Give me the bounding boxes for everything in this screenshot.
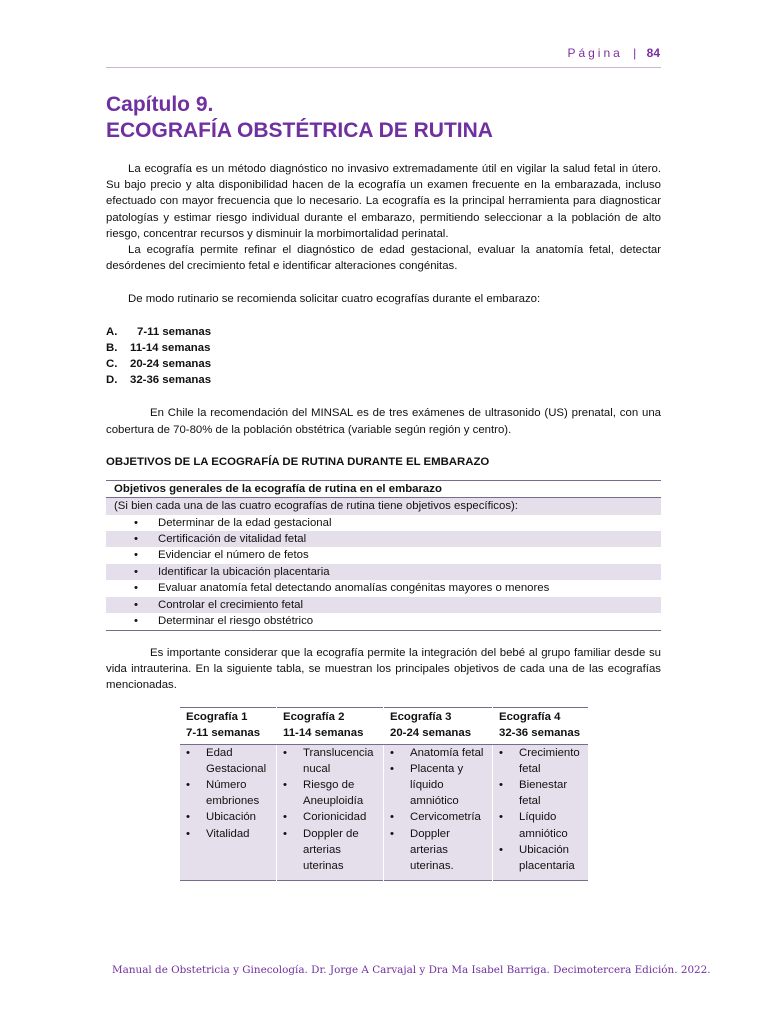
cell-text: Placenta y líquido amniótico	[410, 762, 464, 808]
objective-text: Certificación de vitalidad fetal	[158, 533, 307, 546]
list-item	[106, 324, 661, 340]
bullet: •	[186, 811, 190, 824]
list-item	[281, 745, 379, 777]
cell-text: Número embriones	[206, 778, 260, 808]
chapter-title: ECOGRAFÍA OBSTÉTRICA DE RUTINA	[106, 119, 493, 142]
bullet: •	[134, 516, 138, 529]
column-name: Ecografía 3	[390, 711, 452, 724]
list-text: 32-36 semanas	[130, 374, 212, 387]
paragraph-minsal: En Chile la recomendación del MINSAL es de tres exámenes de ultrasonido (US) prenatal, con una cobertura de 70-80% de la población obstétrica (variable según región y centro).	[106, 407, 661, 436]
bullet: •	[134, 533, 138, 546]
list-text: 20-24 semanas	[130, 358, 212, 371]
list-letter: B.	[106, 341, 118, 354]
objective-item	[106, 515, 661, 531]
objective-text: Controlar el crecimiento fetal	[158, 598, 303, 611]
column-header	[277, 708, 384, 744]
bullet: •	[283, 811, 287, 824]
objective-item	[106, 564, 661, 580]
paragraph-refine: La ecografía permite refinar el diagnóstico de edad gestacional, evaluar la anatomía fetal, detectar desórdenes del crecimiento fetal e identificar alteraciones congénitas.	[106, 244, 661, 273]
list-item	[184, 745, 272, 777]
list-item	[184, 809, 272, 825]
page-number: 84	[646, 46, 660, 60]
objectives-section-title: OBJETIVOS DE LA ECOGRAFÍA DE RUTINA DURANTE EL EMBARAZO	[106, 455, 490, 468]
bullet: •	[390, 746, 394, 759]
list-item	[497, 745, 584, 777]
table-cell	[277, 744, 384, 881]
objective-item	[106, 531, 661, 547]
cell-text: Cervicometría	[410, 811, 481, 824]
list-item	[388, 809, 488, 825]
table-cell	[180, 744, 277, 881]
bullet: •	[499, 778, 503, 791]
list-item	[388, 826, 488, 875]
objective-item	[106, 547, 661, 563]
cell-text: Vitalidad	[206, 827, 250, 840]
cell-text: Doppler arterias uterinas.	[410, 827, 454, 872]
cell-text: Líquido amniótico	[519, 811, 568, 840]
bullet: •	[186, 827, 190, 840]
list-text: 7-11 semanas	[137, 325, 212, 338]
column-weeks: 20-24 semanas	[390, 727, 472, 740]
bullet: •	[134, 615, 138, 628]
table-header-row	[180, 708, 588, 744]
objectives-box	[106, 480, 661, 631]
chapter-heading	[106, 92, 661, 144]
list-letter: C.	[106, 358, 118, 371]
column-header	[384, 708, 493, 744]
objectives-box-subtitle: (Si bien cada una de las cuatro ecografías de rutina tiene objetivos específicos):	[106, 498, 661, 514]
objective-text: Determinar el riesgo obstétrico	[158, 615, 314, 628]
list-item	[497, 842, 584, 874]
table-cell	[384, 744, 493, 881]
objective-text: Determinar de la edad gestacional	[158, 516, 332, 529]
objectives-box-title: Objetivos generales de la ecografía de rutina en el embarazo	[106, 481, 661, 498]
ultrasound-schedule-list	[106, 324, 661, 389]
cell-text: Anatomía fetal	[410, 746, 484, 759]
bullet: •	[283, 778, 287, 791]
cell-text: Riesgo de Aneuploidía	[303, 778, 364, 808]
bullet: •	[186, 746, 190, 759]
bullet: •	[134, 582, 138, 595]
header-separator: |	[633, 46, 637, 60]
bullet: •	[390, 762, 394, 775]
bullet: •	[499, 811, 503, 824]
objective-item	[106, 613, 661, 629]
pagina-label: Página	[567, 46, 623, 60]
objective-text: Identificar la ubicación placentaria	[158, 565, 330, 578]
chapter-number: Capítulo 9.	[106, 93, 214, 116]
list-item	[184, 777, 272, 809]
bullet: •	[283, 827, 287, 840]
list-text: 11-14 semanas	[130, 341, 211, 354]
bullet: •	[186, 778, 190, 791]
cell-text: Ubicación	[206, 811, 257, 824]
bullet: •	[390, 827, 394, 840]
list-item	[281, 777, 379, 809]
ultrasound-objectives-table	[180, 707, 588, 881]
cell-text: Translucencia nucal	[303, 746, 374, 775]
list-item	[281, 809, 379, 825]
list-item	[106, 340, 661, 356]
column-weeks: 32-36 semanas	[499, 727, 581, 740]
paragraph-routine: De modo rutinario se recomienda solicitar cuatro ecografías durante el embarazo:	[128, 293, 541, 306]
bullet: •	[390, 811, 394, 824]
column-name: Ecografía 2	[283, 711, 345, 724]
column-name: Ecografía 1	[186, 711, 248, 724]
list-item	[184, 826, 272, 842]
cell-text: Bienestar fetal	[519, 778, 568, 808]
bullet: •	[134, 549, 138, 562]
cell-text: Doppler de arterias uterinas	[303, 827, 359, 872]
bullet: •	[283, 746, 287, 759]
column-weeks: 7-11 semanas	[186, 727, 261, 740]
header-rule	[106, 67, 661, 68]
bullet: •	[134, 565, 138, 578]
list-item	[497, 777, 584, 809]
cell-text: Edad Gestacional	[206, 746, 267, 775]
column-header	[493, 708, 589, 744]
column-header	[180, 708, 277, 744]
bullet: •	[499, 843, 503, 856]
cell-text: Corionicidad	[303, 811, 367, 824]
list-letter: A.	[106, 325, 118, 338]
list-letter: D.	[106, 374, 118, 387]
list-item	[497, 809, 584, 841]
page-content	[106, 92, 661, 881]
list-item	[106, 372, 661, 388]
cell-text: Ubicación placentaria	[519, 843, 575, 872]
bullet: •	[134, 598, 138, 611]
list-item	[388, 745, 488, 761]
column-weeks: 11-14 semanas	[283, 727, 364, 740]
page-number-header	[567, 46, 660, 60]
table-cell	[493, 744, 589, 881]
paragraph-intro: La ecografía es un método diagnóstico no invasivo extremadamente útil en vigilar la salud fetal in útero. Su bajo precio y alta disponibilidad hacen de la ecografía un examen frecuente en la embarazada, incluso efectuado con mayor frecuencia que lo necesario. La ecografía es la principal herramienta para diagnosticar patologías y estimar riesgo individual durante el embarazo, permitiendo seleccionar a la población de alto riesgo, concentrar recursos y disminuir la morbimortalidad perinatal.	[106, 163, 661, 240]
column-name: Ecografía 4	[499, 711, 561, 724]
objective-text: Evidenciar el número de fetos	[158, 549, 309, 562]
objective-item	[106, 580, 661, 596]
cell-text: Crecimiento fetal	[519, 746, 580, 775]
list-item	[388, 761, 488, 810]
objective-text: Evaluar anatomía fetal detectando anomalías congénitas mayores o menores	[158, 582, 550, 595]
page-footer: Manual de Obstetricia y Ginecología. Dr. Jorge A Carvajal y Dra Ma Isabel Barriga. Decimotercera Edición. 2022.	[112, 964, 711, 976]
paragraph-integration: Es importante considerar que la ecografía permite la integración del bebé al grupo familiar desde su vida intrauterina. En la siguiente tabla, se muestran los principales objetivos de cada una de las ecografías mencionadas.	[106, 646, 661, 691]
objective-item	[106, 597, 661, 613]
bullet: •	[499, 746, 503, 759]
list-item	[281, 826, 379, 875]
list-item	[106, 356, 661, 372]
table-row	[180, 744, 588, 881]
